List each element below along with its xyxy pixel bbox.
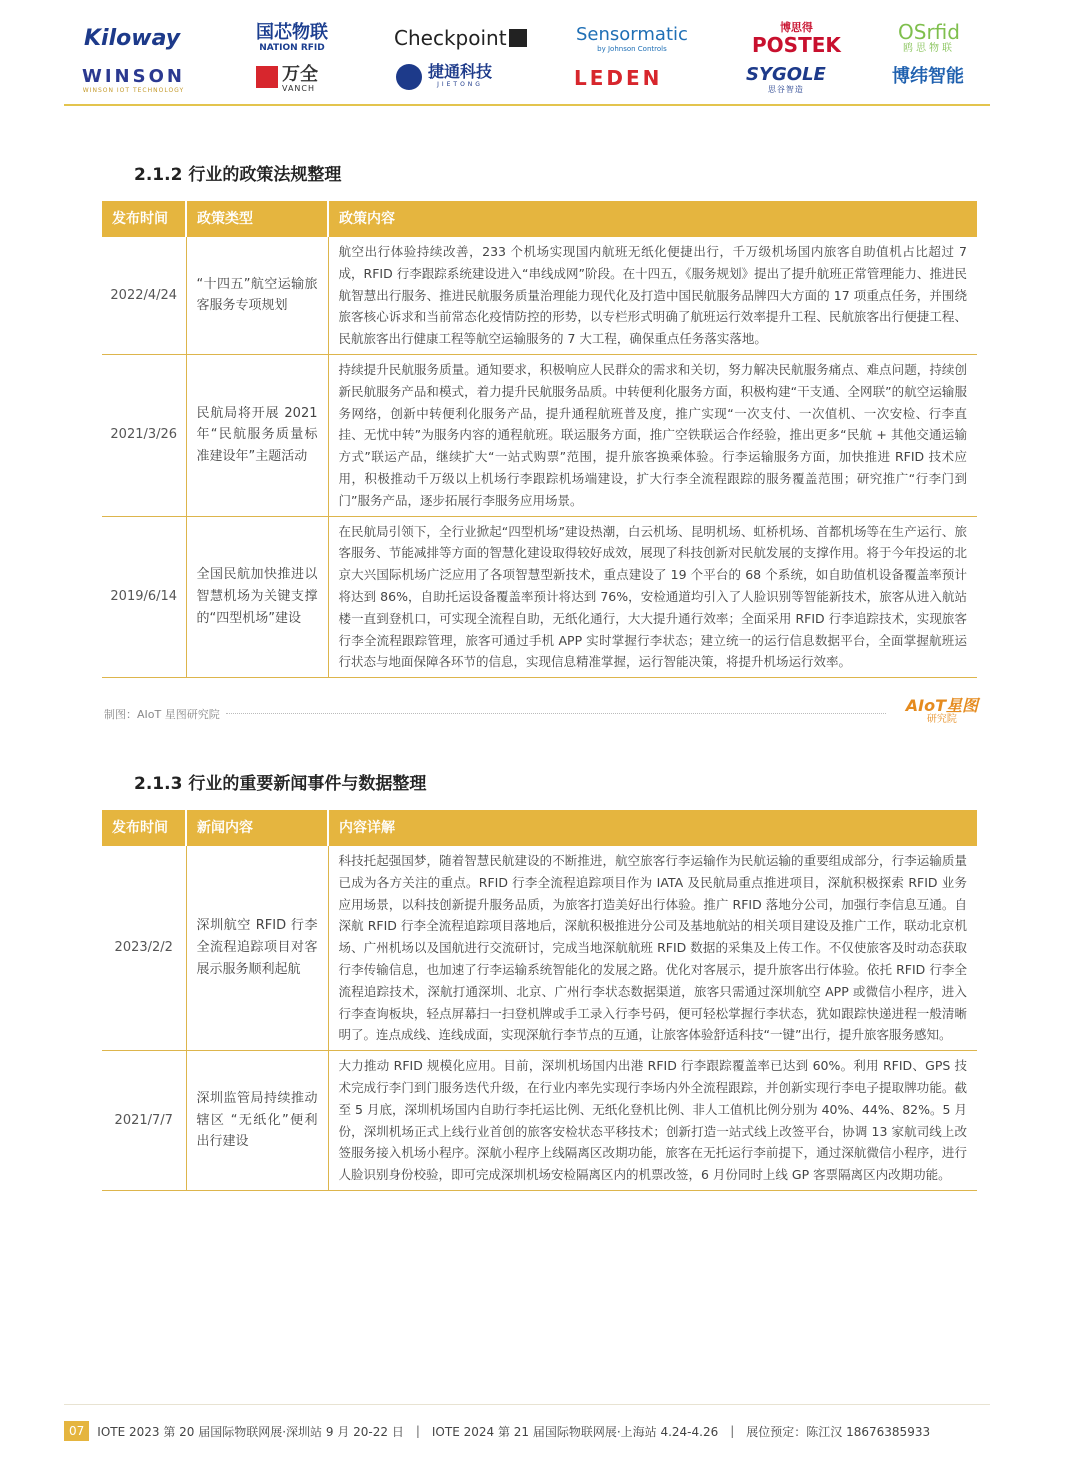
policy-table: [102, 201, 977, 678]
kiloway-logo: Kiloway: [84, 26, 181, 51]
header-news: 新闻内容: [186, 810, 328, 845]
osrfid-logo: OSrfid 鸥思物联: [898, 20, 960, 54]
row-content: 航空出行体验持续改善，233 个机场实现国内航班无纸化便捷出行，千万级机场国内旅客自助值机占比超过 7 成，RFID 行李跟踪系统建设进入“串线成网”阶段。在十四五，《服务规划》提出了提升航班正常管理能力、推进民航智慧出行服务、推进民航服务质量治理能力现代化及打造中国民航服务品牌四大方面的 17 项重点任务，并围绕旅客核心诉求和当前常态化疫情防控的形势，以专栏形式明确了航班运行效率提升工程、民航旅客出行便捷工程、民航旅客出行健康工程等航空运输服务的 7 大工程，确保重点任务落实落地。: [328, 236, 977, 354]
footer-event-shanghai: IOTE 2024 第 21 届国际物联网展·上海站 4.24-4.26: [431, 1424, 719, 1439]
jietong-mark-icon: [396, 64, 422, 90]
jietong-logo: 捷通科技 JIETONG: [396, 64, 492, 90]
row-type: 民航局将开展 2021 年“民航服务质量标准建设年”主题活动: [186, 354, 328, 516]
sensormatic-logo: Sensormatic by Johnson Controls: [576, 24, 688, 53]
checkpoint-logo: Checkpoint: [394, 28, 527, 48]
winson-logo: WINSON WINSON IOT TECHNOLOGY: [82, 66, 185, 94]
footer-contact: 展位预定：陈江汉 18676385933: [746, 1424, 931, 1439]
page-footer: [64, 1420, 942, 1442]
caption-text: 制图：AIoT 星图研究院: [104, 708, 220, 721]
header-date: 发布时间: [102, 201, 186, 236]
row-date: 2022/4/24: [102, 236, 186, 354]
table-row: [102, 516, 977, 678]
table-row: [102, 354, 977, 516]
checkpoint-mark-icon: [509, 29, 527, 47]
row-content: 持续提升民航服务质量。通知要求，积极响应人民群众的需求和关切，努力解决民航服务痛点、难点问题，持续创新民航服务产品和模式，着力提升民航服务品质。中转便利化服务方面，积极构建“干支通、全网联”的航空运输服务网络，创新中转便利化服务产品，提升通程航班普及度，推广实现“一次支付、一次值机、一次安检、行李直挂、无忧中转”为服务内容的通程航班。联运服务方面，推广空铁联运合作经验，推出更多“民航 + 其他交通运输方式”联运产品，继续扩大“一站式购票”范围，提升旅客换乘体验。行李运输服务方面，加快推进 RFID 技术应用，积极推动千万级以上机场行李跟踪机场端建设，扩大行李全流程跟踪的服务覆盖范围；研究推广“行李门到门”服务产品，逐步拓展行李服务应用场景。: [328, 354, 977, 516]
row-date: 2021/3/26: [102, 354, 186, 516]
table-row: [102, 236, 977, 354]
footer-event-shenzhen: IOTE 2023 第 20 届国际物联网展·深圳站 9 月 20-22 日: [97, 1424, 404, 1439]
header-detail: 内容详解: [328, 810, 977, 845]
vanch-logo: 万全 VANCH: [256, 66, 318, 93]
section-title-news: 2.1.3 行业的重要新闻事件与数据整理: [134, 774, 427, 794]
row-date: 2021/7/7: [102, 1051, 186, 1191]
row-date: 2023/2/2: [102, 845, 186, 1051]
section-title-policy: 2.1.2 行业的政策法规整理: [134, 165, 342, 185]
row-content: 大力推动 RFID 规模化应用。目前，深圳机场国内出港 RFID 行李跟踪覆盖率已达到 60%。利用 RFID、GPS 技术完成行李门到门服务迭代升级，在行业内率先实现行李场内外全流程跟踪，并创新实现行李电子提取牌功能。截至 5 月底，深圳机场国内自助行李托运比例、无纸化登机比例、非人工值机比例分别为 40%、44%、82%。5 月份，深圳机场正式上线行业首创的旅客安检状态平移技术；创新打造一站式线上改签平台，协调 13 家航司线上改签服务接入机场小程序。深航小程序上线隔离区改期功能，旅客在无托运行李前提下，通过深航微信小程序，进行人脸识别身份校验，即可完成深圳机场安检隔离区内的机票改签，6 月份同时上线 GP 客票隔离区内改期功能。: [328, 1051, 977, 1191]
footer-separator: |: [415, 1424, 420, 1438]
row-content: 在民航局引领下，全行业掀起“四型机场”建设热潮，白云机场、昆明机场、虹桥机场、首都机场等在生产运行、旅客服务、节能减排等方面的智慧化建设取得较好成效，展现了科技创新对民航发展的支撑作用。将于今年投运的北京大兴国际机场广泛应用了各项智慧型新技术，重点建设了 19 个平台的 68 个系统，如自助值机设备覆盖率预计将达到 86%，自助托运设备覆盖率预计将达到 76%，安检通道均引入了人脸识别等智能新技术，旅客从进入航站楼一直到登机口，可实现全流程自助，无纸化通行，大大提升通行效率；全面采用 RFID 行李追踪技术，实现旅客行李全流程跟踪管理，旅客可通过手机 APP 实时掌握行李状态；建立统一的运行信息数据平台，全面掌握航班运行状态与地面保障各环节的信息，实现信息精准掌握，运行智能决策，将提升机场运行效率。: [328, 516, 977, 678]
header-type: 政策类型: [186, 201, 328, 236]
row-content: 科技托起强国梦，随着智慧民航建设的不断推进，航空旅客行李运输作为民航运输的重要组成部分，行李运输质量已成为各方关注的重点。RFID 行李全流程追踪项目作为 IATA 及民航局重点推进项目，深航积极探索 RFID 业务应用场景，以科技创新提升服务品质，为旅客打造美好出行体验。推广 RFID 落地分公司，加强行李信息互通。自深航 RFID 行李全流程追踪项目落地后，深航积极推进分公司及基地航站的相关项目建设及推广工作，联动北京机场、广州机场以及国航进行交流研讨，完成当地深航航班 RFID 数据的采集及上传工作。不仅使旅客及时动态获取行李传输信息，也加速了行李运输系统智能化的发展之路。优化对客展示，提升旅客出行体验。依托 RFID 行李全流程追踪技术，深航打通深圳、北京、广州行李状态数据渠道，旅客只需通过深圳航空 APP 或微信小程序，进入行李查询板块，轻点屏幕扫一扫登机牌或手工录入行李号码，便可轻松掌握行李状态，犹如跟踪快递进程一般清晰明了。连点成线、连线成面，实现深航行李节点的互通，让旅客体验舒适科技“一键”出行，提升旅客服务感知。: [328, 845, 977, 1051]
footer-separator: |: [730, 1424, 735, 1438]
sponsor-logo-bar: [66, 18, 990, 98]
table-caption: [104, 696, 978, 732]
caption-dotted-line: [226, 713, 886, 714]
aiot-brand-logo: AIoT星图 研究院: [905, 696, 978, 725]
row-date: 2019/6/14: [102, 516, 186, 678]
leden-logo: LEDEN: [574, 66, 663, 90]
row-type: 深圳监管局持续推动辖区 “无纸化”便利出行建设: [186, 1051, 328, 1191]
vanch-mark-icon: [256, 66, 278, 88]
footer-divider: [64, 1404, 990, 1405]
news-table: [102, 810, 977, 1191]
header-divider: [64, 104, 990, 106]
row-type: 深圳航空 RFID 行李全流程追踪项目对客展示服务顺利起航: [186, 845, 328, 1051]
header-content: 政策内容: [328, 201, 977, 236]
page-number: 07: [64, 1421, 89, 1441]
table-row: [102, 845, 977, 1051]
header-date: 发布时间: [102, 810, 186, 845]
postek-logo: 博思得 POSTEK: [752, 21, 841, 57]
table-header-row: [102, 201, 977, 236]
bowei-logo: 博纬智能: [892, 66, 964, 87]
guoxin-logo: 国芯物联 NATION RFID: [256, 22, 328, 53]
row-type: “十四五”航空运输旅客服务专项规划: [186, 236, 328, 354]
sygole-logo: SYGOLE 思谷智造: [746, 64, 826, 94]
table-header-row: [102, 810, 977, 845]
table-row: [102, 1051, 977, 1191]
row-type: 全国民航加快推进以智慧机场为关键支撑的“四型机场”建设: [186, 516, 328, 678]
